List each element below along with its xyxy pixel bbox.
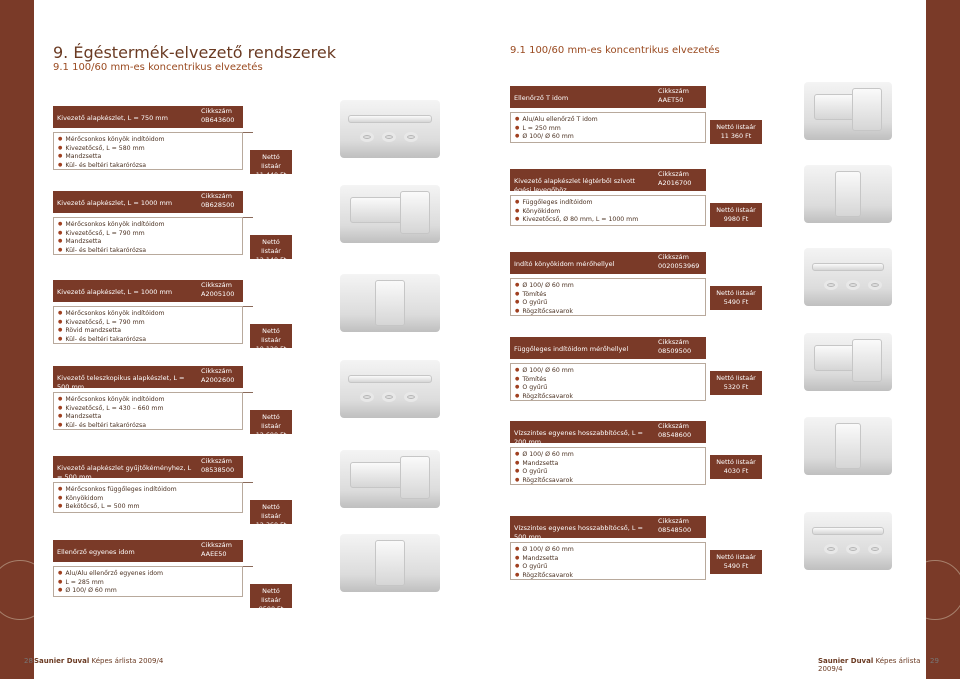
pipe-part	[835, 423, 861, 469]
product-photo	[340, 360, 440, 418]
product-header	[510, 169, 706, 194]
price-tag	[710, 371, 762, 395]
code-label: Cikkszám	[201, 192, 232, 200]
price-label: Nettó listaár	[716, 374, 756, 382]
product-header	[53, 540, 243, 562]
product-name: Ellenőrző egyenes idom	[57, 548, 135, 556]
feature-item: ● Mandzsetta	[58, 153, 238, 162]
pipe-part	[348, 115, 432, 123]
product-photo	[804, 333, 892, 391]
ring-part	[382, 132, 396, 142]
product-header	[53, 366, 243, 391]
product-code: 0B643600	[201, 116, 235, 124]
feature-box	[53, 217, 243, 255]
pipe-part	[375, 280, 405, 326]
product-name: Vízszintes egyenes hosszabbítócső, L = 500 mm	[514, 524, 643, 541]
price-value: 4030 Ft	[723, 467, 749, 475]
product-row	[34, 280, 480, 356]
product-code: AAEE50	[201, 550, 227, 558]
product-row	[34, 540, 480, 616]
feature-box	[53, 306, 243, 344]
pipe-part	[852, 339, 882, 383]
feature-item: ● L = 285 mm	[58, 579, 238, 588]
feature-box	[510, 195, 706, 226]
product-header	[53, 106, 243, 128]
feature-item: ● Mérőcsonkos könyök indítóidom	[58, 310, 238, 319]
feature-item: ● Bekötőcső, L = 500 mm	[58, 503, 238, 512]
pipe-part	[812, 527, 884, 535]
code-label: Cikkszám	[658, 338, 689, 346]
price-value: 12 600 Ft	[255, 431, 287, 439]
feature-item: ● Könyökidom	[515, 208, 701, 217]
price-value: 8500 Ft	[258, 605, 284, 613]
price-label: Nettó listaár	[261, 238, 281, 255]
product-photo	[340, 450, 440, 508]
feature-item: ● Kül- és beltéri takarórózsa	[58, 422, 238, 431]
footer-right	[818, 657, 926, 673]
price-label: Nettó listaár	[716, 458, 756, 466]
product-name: Indító könyökidom mérőhellyel	[514, 260, 615, 268]
feature-item: ● Ø 100/ Ø 60 mm	[515, 451, 701, 460]
product-header	[53, 191, 243, 213]
price-value: 5490 Ft	[723, 298, 749, 306]
code-label: Cikkszám	[201, 367, 232, 375]
code-label: Cikkszám	[658, 422, 689, 430]
ring-part	[846, 280, 860, 290]
feature-box	[510, 363, 706, 401]
product-row	[480, 169, 926, 245]
price-value: 12 140 Ft	[255, 256, 287, 264]
feature-item: ● Ø 100/ Ø 60 mm	[515, 133, 701, 142]
feature-item: ● Ø 100/ Ø 60 mm	[58, 587, 238, 596]
ring-part	[868, 280, 882, 290]
connector-line	[243, 132, 253, 133]
product-row	[34, 366, 480, 442]
product-code: AAET50	[658, 96, 684, 104]
price-tag	[250, 500, 292, 529]
feature-item: ● Kivezetőcső, Ø 80 mm, L = 1000 mm	[515, 216, 701, 225]
product-header	[510, 86, 706, 108]
feature-item: ● Kivezetőcső, L = 790 mm	[58, 319, 238, 328]
product-row	[480, 337, 926, 413]
price-tag	[250, 410, 292, 439]
price-tag	[250, 324, 292, 353]
product-photo	[340, 185, 440, 243]
section-subtitle: 9.1 100/60 mm-es koncentrikus elvezetés	[53, 62, 263, 73]
pipe-part	[348, 375, 432, 383]
price-label: Nettó listaár	[261, 327, 281, 344]
product-name: Vízszintes egyenes hosszabbítócső, L = 200 mm	[514, 429, 643, 446]
feature-item: ● Alu/Alu ellenőrző T idom	[515, 116, 701, 125]
code-label: Cikkszám	[658, 253, 689, 261]
product-name: Függőleges indítóidom mérőhellyel	[514, 345, 629, 353]
feature-item: ● Mandzsetta	[515, 555, 701, 564]
feature-item: ● O gyűrű	[515, 468, 701, 477]
price-label: Nettó listaár	[716, 123, 756, 131]
connector-line	[243, 566, 253, 567]
feature-item: ● Kivezetőcső, L = 430 – 660 mm	[58, 405, 238, 414]
product-name: Kivezető alapkészlet légtérből szívott égési levegőhöz	[514, 177, 636, 194]
product-header	[53, 456, 243, 481]
product-name: Kivezető alapkészlet gyűjtőkéményhez, L = 500 mm	[57, 464, 192, 481]
price-value: 5490 Ft	[723, 562, 749, 570]
price-tag	[710, 286, 762, 310]
feature-box	[510, 542, 706, 580]
feature-item: ● Függőleges indítóidom	[515, 199, 701, 208]
feature-item: ● Rögzítőcsavarok	[515, 572, 701, 581]
feature-item: ● Kül- és beltéri takarórózsa	[58, 162, 238, 171]
code-label: Cikkszám	[658, 87, 689, 95]
ring-part	[360, 392, 374, 402]
feature-item: ● Mérőcsonkos könyök indítóidom	[58, 396, 238, 405]
feature-item: ● Rövid mandzsetta	[58, 327, 238, 336]
feature-item: ● Ø 100/ Ø 60 mm	[515, 546, 701, 555]
price-label: Nettó listaár	[716, 553, 756, 561]
left-page	[24, 0, 480, 679]
feature-box	[510, 278, 706, 316]
ring-part	[824, 544, 838, 554]
feature-item: ● Rögzítőcsavarok	[515, 477, 701, 486]
footer-brand: Saunier Duval	[818, 657, 874, 665]
price-tag	[250, 235, 292, 264]
price-label: Nettó listaár	[261, 413, 281, 430]
connector-line	[243, 306, 253, 307]
code-label: Cikkszám	[201, 457, 232, 465]
feature-item: ● Tömítés	[515, 291, 701, 300]
price-tag	[710, 455, 762, 479]
product-name: Kivezető alapkészlet, L = 750 mm	[57, 114, 168, 122]
feature-item: ● Alu/Alu ellenőrző egyenes idom	[58, 570, 238, 579]
product-row	[480, 252, 926, 328]
feature-item: ● Ø 100/ Ø 60 mm	[515, 282, 701, 291]
price-value: 11 360 Ft	[720, 132, 752, 140]
feature-item: ● Kül- és beltéri takarórózsa	[58, 336, 238, 345]
product-code: 08509500	[658, 347, 692, 355]
price-tag	[710, 120, 762, 144]
price-value: 9980 Ft	[723, 215, 749, 223]
feature-item: ● Ø 100/ Ø 60 mm	[515, 367, 701, 376]
footer-brand: Saunier Duval	[34, 657, 90, 665]
product-code: 0020053969	[658, 262, 700, 270]
feature-item: ● Tömítés	[515, 376, 701, 385]
page-number-right: 29	[930, 657, 939, 665]
product-row	[480, 421, 926, 497]
feature-item: ● Kivezetőcső, L = 790 mm	[58, 230, 238, 239]
feature-box	[53, 566, 243, 597]
ring-part	[404, 132, 418, 142]
price-tag	[710, 550, 762, 574]
feature-item: ● O gyűrű	[515, 299, 701, 308]
feature-item: ● Mérőcsonkos könyök indítóidom	[58, 221, 238, 230]
code-label: Cikkszám	[658, 170, 689, 178]
product-header	[53, 280, 243, 302]
section-subtitle-right: 9.1 100/60 mm-es koncentrikus elvezetés	[510, 45, 720, 56]
product-row	[480, 516, 926, 592]
product-header	[510, 516, 706, 541]
chapter-title: 9. Égéstermék-elvezető rendszerek	[53, 43, 336, 62]
price-value: 11 440 Ft	[255, 171, 287, 179]
ring-part	[382, 392, 396, 402]
product-photo	[340, 274, 440, 332]
feature-item: ● Rögzítőcsavarok	[515, 308, 701, 317]
page-number-left: 28	[24, 657, 33, 665]
feature-item: ● O gyűrű	[515, 563, 701, 572]
product-name: Kivezető alapkészlet, L = 1000 mm	[57, 288, 173, 296]
pipe-part	[812, 263, 884, 271]
product-photo	[340, 534, 440, 592]
feature-item: ● Kül- és beltéri takarórózsa	[58, 247, 238, 256]
price-tag	[250, 584, 292, 613]
price-label: Nettó listaár	[716, 206, 756, 214]
price-value: 12 360 Ft	[255, 521, 287, 529]
feature-item: ● Mandzsetta	[58, 413, 238, 422]
product-name: Kivezető teleszkopikus alapkészlet, L = 500 mm	[57, 374, 185, 391]
product-header	[510, 337, 706, 359]
pipe-part	[852, 88, 882, 132]
pipe-part	[400, 191, 430, 235]
ring-part	[846, 544, 860, 554]
feature-box	[510, 112, 706, 143]
feature-item: ● L = 250 mm	[515, 125, 701, 134]
price-label: Nettó listaár	[261, 153, 281, 170]
right-page	[480, 0, 939, 679]
feature-box	[53, 482, 243, 513]
product-code: A2016700	[658, 179, 692, 187]
product-code: 0B628500	[201, 201, 235, 209]
code-label: Cikkszám	[201, 541, 232, 549]
product-code: 08548600	[658, 431, 692, 439]
price-tag	[250, 150, 292, 179]
product-row	[34, 106, 480, 182]
price-value: 5320 Ft	[723, 383, 749, 391]
code-label: Cikkszám	[201, 107, 232, 115]
price-tag	[710, 203, 762, 227]
product-header	[510, 252, 706, 274]
product-row	[480, 86, 926, 162]
footer-year: 2009/4	[818, 665, 843, 673]
feature-item: ● Mandzsetta	[515, 460, 701, 469]
product-photo	[340, 100, 440, 158]
feature-item: ● Mandzsetta	[58, 238, 238, 247]
feature-item: ● Rögzítőcsavarok	[515, 393, 701, 402]
product-code: A2002600	[201, 376, 235, 384]
feature-item: ● O gyűrű	[515, 384, 701, 393]
ring-part	[404, 392, 418, 402]
price-label: Nettó listaár	[261, 503, 281, 520]
feature-box	[53, 392, 243, 430]
pipe-part	[400, 456, 430, 500]
pipe-part	[375, 540, 405, 586]
product-photo	[804, 512, 892, 570]
product-row	[34, 456, 480, 532]
connector-line	[243, 482, 253, 483]
code-label: Cikkszám	[201, 281, 232, 289]
ring-part	[868, 544, 882, 554]
price-label: Nettó listaár	[261, 587, 281, 604]
product-photo	[804, 165, 892, 223]
connector-line	[243, 392, 253, 393]
feature-item: ● Mérőcsonkos könyök indítóidom	[58, 136, 238, 145]
footer-left	[34, 657, 163, 665]
pipe-part	[835, 171, 861, 217]
product-name: Kivezető alapkészlet, L = 1000 mm	[57, 199, 173, 207]
product-photo	[804, 417, 892, 475]
product-row	[34, 191, 480, 267]
feature-item: ● Kivezetőcső, L = 580 mm	[58, 145, 238, 154]
connector-line	[243, 217, 253, 218]
code-label: Cikkszám	[658, 517, 689, 525]
feature-box	[510, 447, 706, 485]
ring-part	[360, 132, 374, 142]
ring-part	[824, 280, 838, 290]
product-photo	[804, 82, 892, 140]
product-code: 08548500	[658, 526, 692, 534]
product-code: 08538500	[201, 466, 235, 474]
feature-item: ● Mérőcsonkos függőleges indítóidom	[58, 486, 238, 495]
feature-box	[53, 132, 243, 170]
product-code: A2005100	[201, 290, 235, 298]
product-name: Ellenőrző T idom	[514, 94, 569, 102]
footer-year: 2009/4	[138, 657, 164, 665]
product-photo	[804, 248, 892, 306]
product-header	[510, 421, 706, 446]
feature-item: ● Könyökidom	[58, 495, 238, 504]
footer-doc: Képes árlista	[875, 657, 921, 665]
footer-doc: Képes árlista	[91, 657, 137, 665]
price-value: 10 120 Ft	[255, 345, 287, 353]
price-label: Nettó listaár	[716, 289, 756, 297]
